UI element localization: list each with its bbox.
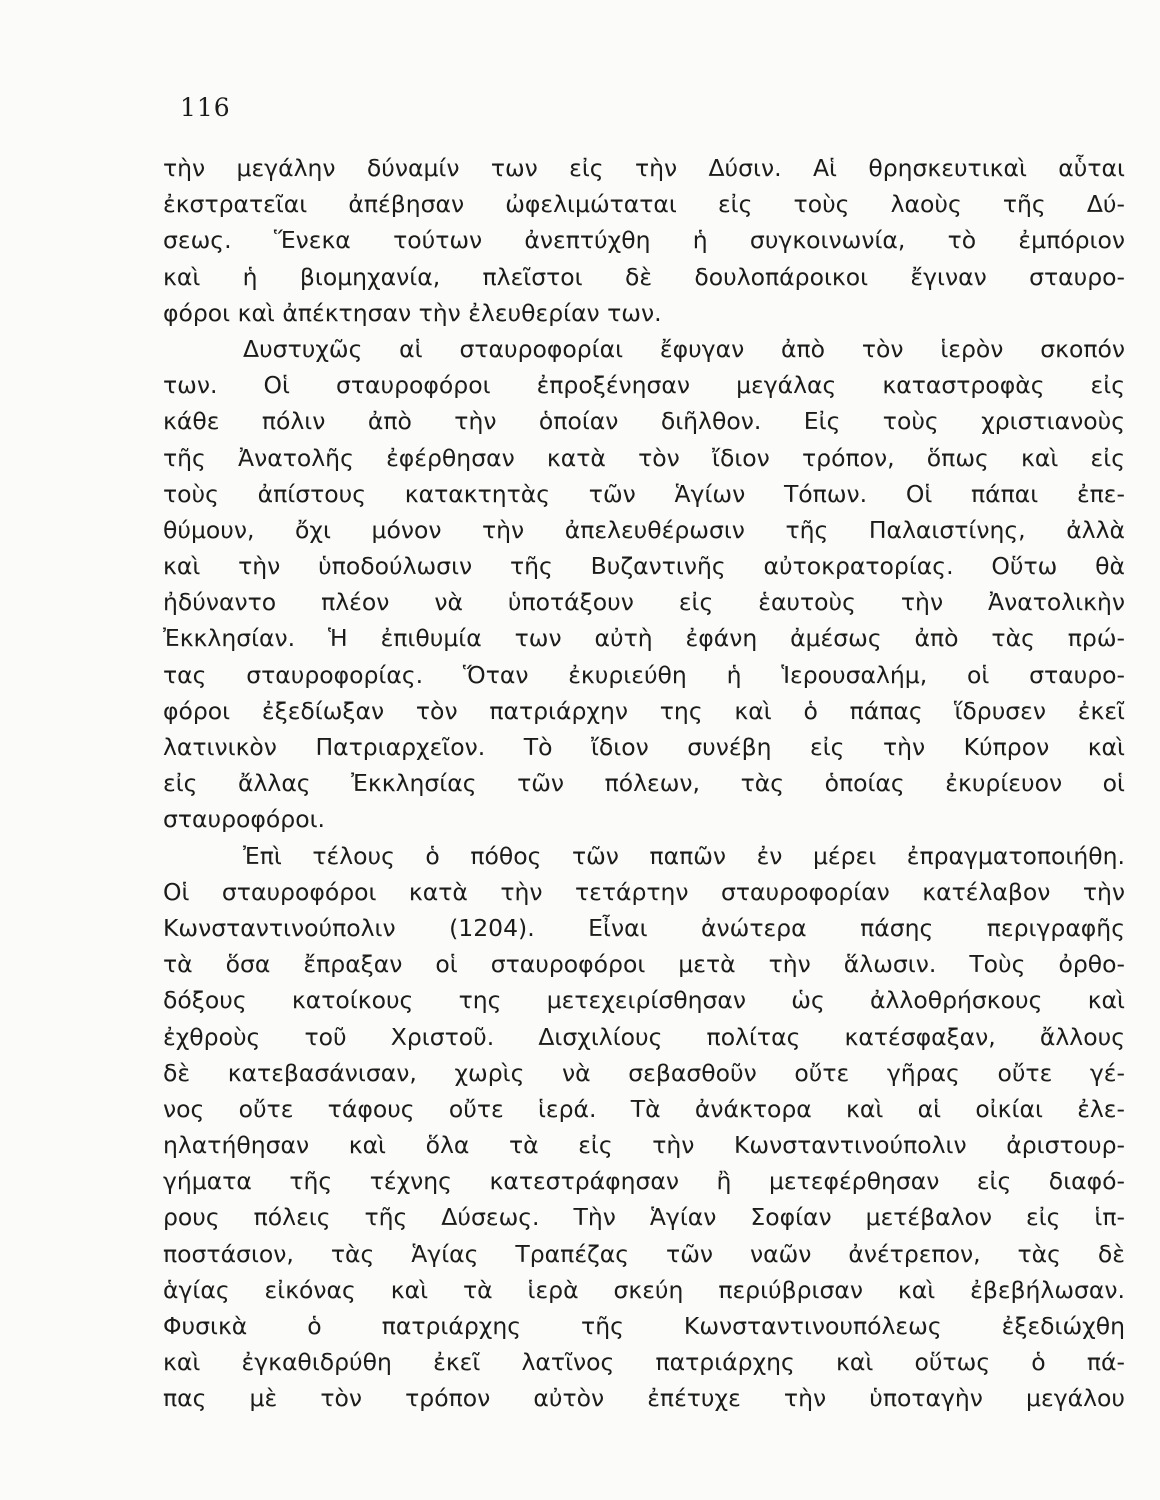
text-line: καὶ ἐγκαθιδρύθη ἐκεῖ λατῖνος πατριάρχης καὶ οὕτως ὁ πά- (163, 1348, 1125, 1377)
text-line: ἠδύναντο πλέον νὰ ὑποτάξουν εἰς ἑαυτοὺς τὴν Ἀνατολικὴν (163, 588, 1125, 617)
text-line: ἐχθροὺς τοῦ Χριστοῦ. Δισχιλίους πολίτας κατέσφαξαν, ἄλλους (163, 1022, 1125, 1051)
text-line: ἐκστρατεῖαι ἀπέβησαν ὠφελιμώταται εἰς τοὺς λαοὺς τῆς Δύ- (163, 190, 1125, 219)
text-line: κάθε πόλιν ἀπὸ τὴν ὁποίαν διῆλθον. Εἰς τοὺς χριστιανοὺς (163, 407, 1125, 436)
text-line: τὴν μεγάλην δύναμίν των εἰς τὴν Δύσιν. Αἱ θρησκευτικαὶ αὗται (163, 154, 1125, 182)
body-text (163, 150, 1125, 1417)
text-line: Ἐπὶ τέλους ὁ πόθος τῶν παπῶν ἐν μέρει ἐπραγματοποιήθη. (243, 841, 1125, 870)
text-line: τῆς Ἀνατολῆς ἐφέρθησαν κατὰ τὸν ἴδιον τρόπον, ὅπως καὶ εἰς (163, 443, 1125, 472)
text-line: θύμουν, ὄχι μόνον τὴν ἀπελευθέρωσιν τῆς Παλαιστίνης, ἀλλὰ (163, 515, 1125, 544)
text-line: φόροι ἐξεδίωξαν τὸν πατριάρχην της καὶ ὁ πάπας ἵδρυσεν ἐκεῖ (163, 696, 1125, 725)
text-line: τὰ ὅσα ἔπραξαν οἱ σταυροφόροι μετὰ τὴν ἅλωσιν. Τοὺς ὀρθο- (163, 950, 1125, 979)
text-line: καὶ τὴν ὑποδούλωσιν τῆς Βυζαντινῆς αὐτοκρατορίας. Οὕτω θὰ (163, 552, 1125, 581)
text-line: σεως. Ἕνεκα τούτων ἀνεπτύχθη ἡ συγκοινωνία, τὸ ἐμπόριον (163, 226, 1125, 255)
text-line: εἰς ἄλλας Ἐκκλησίας τῶν πόλεων, τὰς ὁποίας ἐκυρίευον οἱ (163, 769, 1125, 798)
text-line: Οἱ σταυροφόροι κατὰ τὴν τετάρτην σταυροφορίαν κατέλαβον τὴν (163, 877, 1125, 906)
text-line: νος οὔτε τάφους οὔτε ἱερά. Τὰ ἀνάκτορα καὶ αἱ οἰκίαι ἐλε- (163, 1094, 1125, 1123)
text-line: Δυστυχῶς αἱ σταυροφορίαι ἔφυγαν ἀπὸ τὸν ἱερὸν σκοπόν (243, 334, 1125, 363)
text-line: των. Οἱ σταυροφόροι ἐπροξένησαν μεγάλας καταστροφὰς εἰς (163, 371, 1125, 400)
text-line: Ἐκκλησίαν. Ἡ ἐπιθυμία των αὐτὴ ἐφάνη ἀμέσως ἀπὸ τὰς πρώ- (163, 624, 1125, 653)
page-number: 116 (180, 93, 231, 122)
text-line: πας μὲ τὸν τρόπον αὐτὸν ἐπέτυχε τὴν ὑποταγὴν μεγάλου (163, 1384, 1125, 1413)
text-line: τας σταυροφορίας. Ὅταν ἐκυριεύθη ἡ Ἱερουσαλήμ, οἱ σταυρο- (163, 660, 1125, 689)
text-line: ηλατήθησαν καὶ ὅλα τὰ εἰς τὴν Κωνσταντινούπολιν ἀριστουρ- (163, 1131, 1125, 1160)
text-line: καὶ ἡ βιομηχανία, πλεῖστοι δὲ δουλοπάροικοι ἔγιναν σταυρο- (163, 262, 1125, 291)
text-line: ρους πόλεις τῆς Δύσεως. Τὴν Ἁγίαν Σοφίαν μετέβαλον εἰς ἱπ- (163, 1203, 1125, 1232)
text-line: Κωνσταντινούπολιν (1204). Εἶναι ἀνώτερα πάσης περιγραφῆς (163, 913, 1125, 942)
text-line: σταυροφόροι. (163, 805, 326, 834)
text-line: ποστάσιον, τὰς Ἁγίας Τραπέζας τῶν ναῶν ἀνέτρεπον, τὰς δὲ (163, 1239, 1125, 1268)
text-line: τοὺς ἀπίστους κατακτητὰς τῶν Ἁγίων Τόπων. Οἱ πάπαι ἐπε- (163, 479, 1125, 508)
text-line: γήματα τῆς τέχνης κατεστράφησαν ἢ μετεφέρθησαν εἰς διαφό- (163, 1167, 1125, 1196)
text-line: δόξους κατοίκους της μετεχειρίσθησαν ὡς ἀλλοθρήσκους καὶ (163, 986, 1125, 1015)
text-line: δὲ κατεβασάνισαν, χωρὶς νὰ σεβασθοῦν οὔτε γῆρας οὔτε γέ- (163, 1058, 1125, 1087)
text-line: λατινικὸν Πατριαρχεῖον. Τὸ ἴδιον συνέβη εἰς τὴν Κύπρον καὶ (163, 733, 1125, 761)
text-line: Φυσικὰ ὁ πατριάρχης τῆς Κωνσταντινουπόλεως ἐξεδιώχθη (163, 1312, 1125, 1340)
text-line: φόροι καὶ ἀπέκτησαν τὴν ἐλευθερίαν των. (163, 298, 662, 327)
text-line: ἁγίας εἰκόνας καὶ τὰ ἱερὰ σκεύη περιύβρισαν καὶ ἐβεβήλωσαν. (163, 1275, 1125, 1304)
